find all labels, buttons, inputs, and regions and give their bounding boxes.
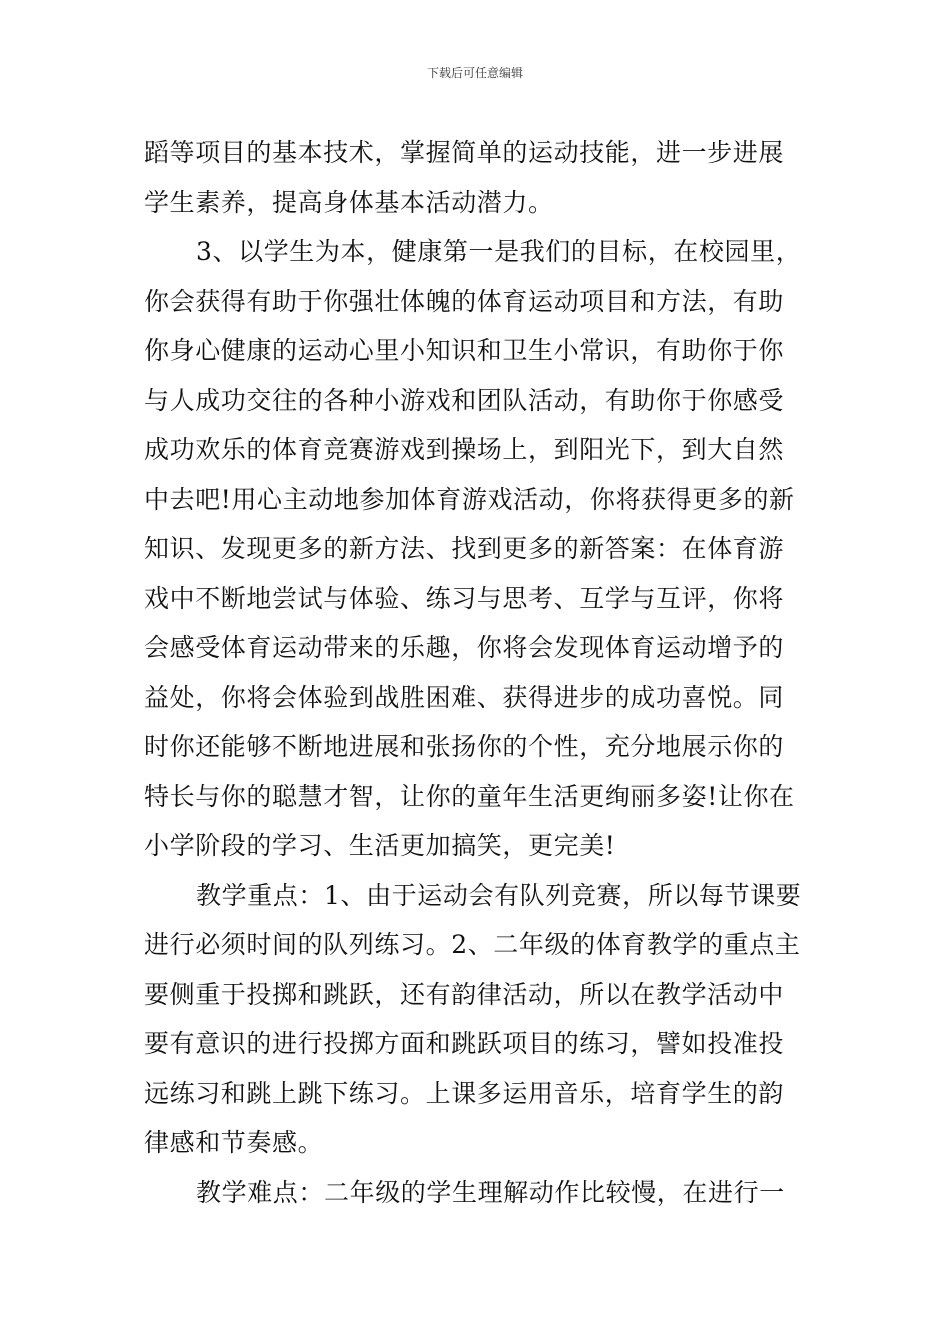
text-line: 要侧重于投掷和跳跃，还有韵律活动，所以在教学活动中 [144, 979, 785, 1009]
text-line: 小学阶段的学习、生活更加搞笑，更完美! [144, 831, 616, 860]
paragraph-start-line: 3、以学生为本，健康第一是我们的目标，在校园里， [196, 237, 802, 266]
text-line: 远练习和跳上跳下练习。上课多运用音乐，培育学生的韵 [144, 1078, 785, 1108]
text-line: 要有意识的进行投掷方面和跳跃项目的练习，譬如投准投 [144, 1029, 785, 1058]
text-line: 你身心健康的运动心里小知识和卫生小常识，有助你于你 [144, 336, 785, 365]
paragraph-start-line: 教学难点：二年级的学生理解动作比较慢，在进行一 [196, 1177, 785, 1207]
text-line: 你会获得有助于你强壮体魄的体育运动项目和方法，有助 [144, 286, 785, 316]
text-line: 蹈等项目的基本技术，掌握简单的运动技能，进一步进展 [144, 138, 785, 167]
text-line: 会感受体育运动带来的乐趣，你将会发现体育运动增予的 [144, 633, 785, 662]
text-line: 学生素养，提高身体基本活动潜力。 [144, 187, 554, 217]
text-line: 时你还能够不断地进展和张扬你的个性，充分地展示你的 [144, 732, 785, 761]
text-line: 戏中不断地尝试与体验、练习与思考、互学与互评，你将 [144, 583, 785, 613]
text-line: 益处，你将会体验到战胜困难、获得进步的成功喜悦。同 [144, 682, 785, 712]
text-line: 与人成功交往的各种小游戏和团队活动，有助你于你感受 [144, 385, 785, 415]
text-line: 进行必须时间的队列练习。2、二年级的体育教学的重点主 [144, 930, 801, 959]
document-body [144, 128, 812, 1217]
text-line: 知识、发现更多的新方法、找到更多的新答案：在体育游 [144, 534, 785, 563]
paragraph-start-line: 教学重点：1、由于运动会有队列竞赛，所以每节课要 [196, 880, 802, 910]
page-header-note: 下载后可任意编辑 [426, 66, 523, 80]
text-line: 律感和节奏感。 [144, 1128, 324, 1157]
text-line: 中去吧!用心主动地参加体育游戏活动，你将获得更多的新 [144, 484, 795, 514]
text-line: 成功欢乐的体育竞赛游戏到操场上，到阳光下，到大自然 [144, 435, 785, 464]
text-line: 特长与你的聪慧才智，让你的童年生活更绚丽多姿!让你在 [144, 781, 795, 811]
